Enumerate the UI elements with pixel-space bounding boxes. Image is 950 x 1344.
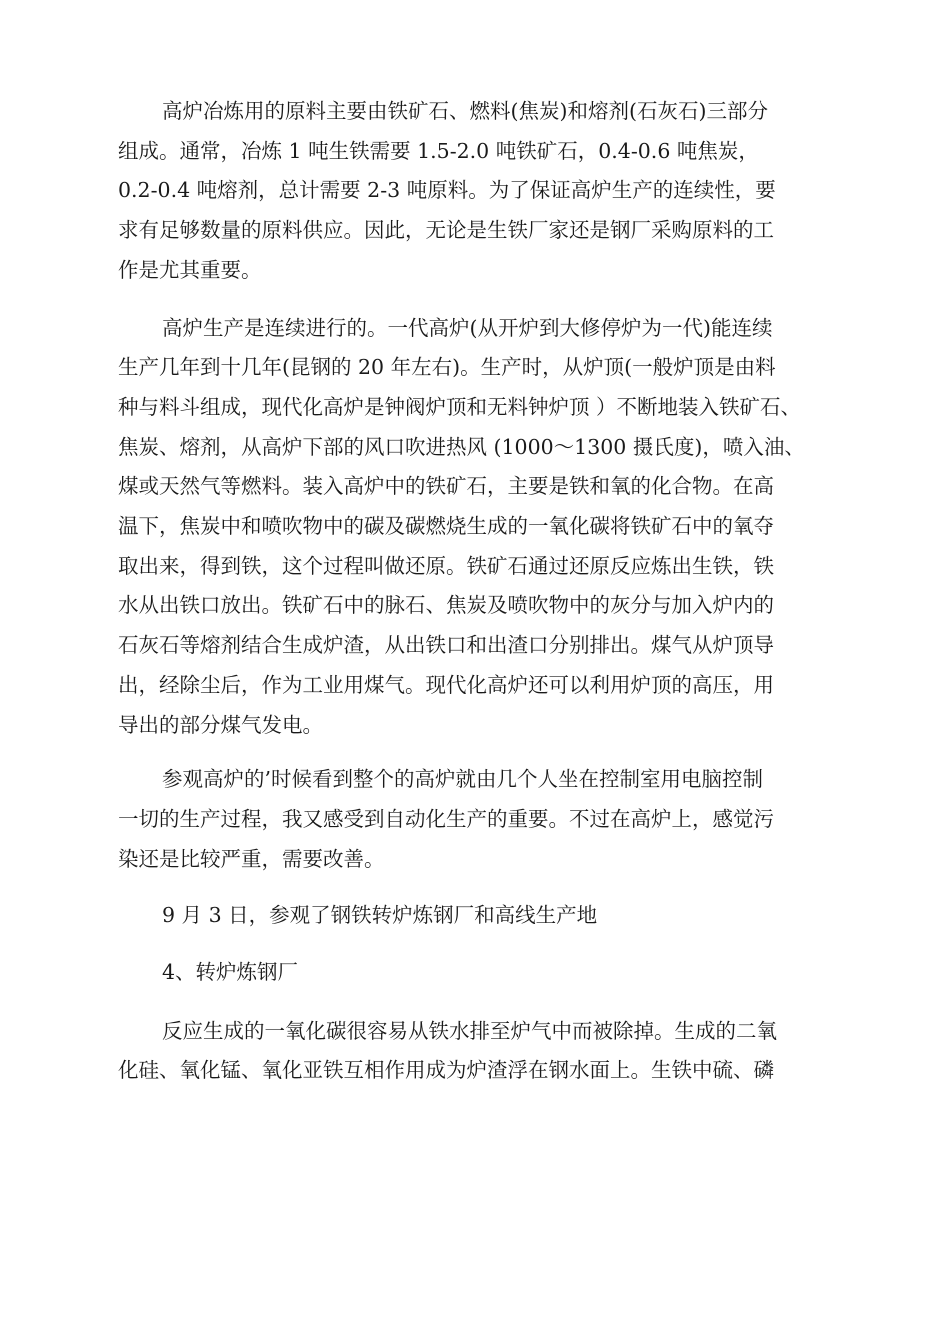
text-line: 取出来，得到铁，这个过程叫做还原。铁矿石通过还原反应炼出生铁，铁: [118, 553, 774, 578]
text-line: 石灰石等熔剂结合生成炉渣，从出铁口和出渣口分别排出。煤气从炉顶导: [118, 633, 774, 658]
text-line: 出，经除尘后，作为工业用煤气。现代化高炉还可以利用炉顶的高压，用: [118, 672, 774, 697]
text-line: 导出的部分煤气发电。: [118, 712, 323, 737]
text-line: 9 月 3 日，参观了钢铁转炉炼钢厂和高线生产地: [162, 903, 598, 928]
text-line: 4、转炉炼钢厂: [162, 960, 299, 985]
paragraph-blast-furnace-process: [118, 309, 833, 746]
text-line: 煤或天然气等燃料。装入高炉中的铁矿石，主要是铁和氧的化合物。在高: [118, 474, 774, 499]
text-line: 焦炭、熔剂，从高炉下部的风口吹进热风 (1000～1300 摄氏度)，喷入油、: [118, 434, 805, 459]
paragraph-converter-reaction: [118, 1012, 833, 1091]
text-line: 0.2-0.4 吨熔剂，总计需要 2-3 吨原料。为了保证高炉生产的连续性，要: [118, 178, 776, 203]
paragraph-visit-impression: [118, 760, 833, 879]
paragraph-raw-materials: [118, 92, 833, 291]
text-line: 生产几年到十几年(昆钢的 20 年左右)。生产时，从炉顶(一般炉顶是由料: [118, 355, 776, 380]
text-line: 求有足够数量的原料供应。因此，无论是生铁厂家还是钢厂采购原料的工: [118, 218, 774, 243]
text-line: 组成。通常，冶炼 1 吨生铁需要 1.5-2.0 吨铁矿石，0.4-0.6 吨焦炭，: [118, 138, 759, 163]
text-line: 温下，焦炭中和喷吹物中的碳及碳燃烧生成的一氧化碳将铁矿石中的氧夺: [118, 514, 774, 539]
text-line: 作是尤其重要。: [118, 257, 262, 282]
text-line: 反应生成的一氧化碳很容易从铁水排至炉气中而被除掉。生成的二氧: [162, 1018, 777, 1043]
text-line: 种与料斗组成，现代化高炉是钟阀炉顶和无料钟炉顶 ）不断地装入铁矿石、: [118, 394, 802, 419]
text-line: 水从出铁口放出。铁矿石中的脉石、焦炭及喷吹物中的灰分与加入炉内的: [118, 593, 774, 618]
text-line: 参观高炉的’时候看到整个的高炉就由几个人坐在控制室用电脑控制: [162, 767, 764, 792]
text-line: 化硅、氧化锰、氧化亚铁互相作用成为炉渣浮在钢水面上。生铁中硫、磷: [118, 1058, 774, 1083]
document-page: [118, 92, 833, 1091]
text-line: 高炉生产是连续进行的。一代高炉(从开炉到大修停炉为一代)能连续: [162, 315, 773, 340]
section-heading-converter-plant: [118, 953, 833, 993]
text-line: 高炉冶炼用的原料主要由铁矿石、燃料(焦炭)和熔剂(石灰石)三部分: [162, 99, 768, 123]
text-line: 染还是比较严重，需要改善。: [118, 846, 385, 871]
text-line: 一切的生产过程，我又感受到自动化生产的重要。不过在高炉上，感觉污: [118, 806, 774, 831]
paragraph-date-entry: [118, 896, 833, 936]
